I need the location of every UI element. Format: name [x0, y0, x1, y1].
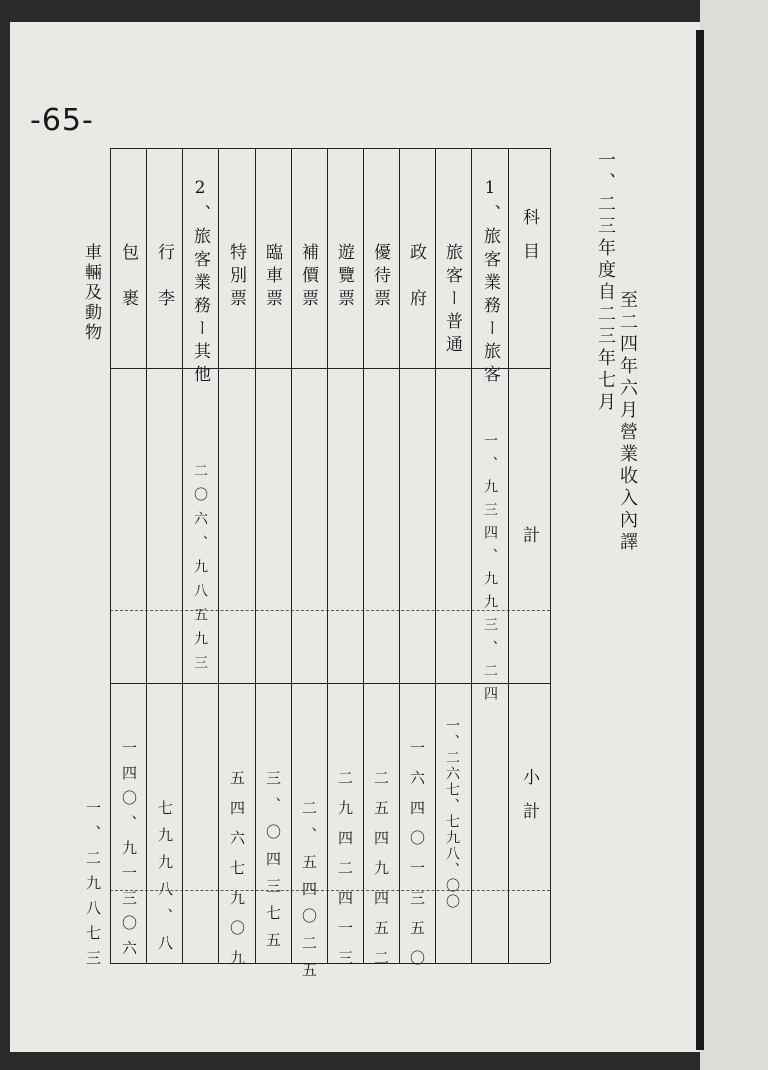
header-total: 計	[519, 526, 539, 543]
total-value: 二〇六、九八五九三	[192, 463, 208, 679]
col-rule	[471, 148, 472, 963]
subtotal-value: 一六四〇一三五〇	[408, 740, 426, 980]
subtotal-value: 二五四九四五二	[372, 770, 390, 980]
row-label: 車輛及動物	[81, 243, 101, 343]
header-item: 科 目	[519, 208, 539, 259]
row-label: 臨車票	[262, 243, 282, 312]
subtotal-rule	[110, 890, 550, 891]
revenue-table	[81, 148, 550, 989]
row-label: 優待票	[370, 243, 390, 312]
document-title-line-2: 至二四年六月營業收入內譯	[617, 290, 638, 554]
col-rule	[327, 148, 328, 963]
total-value: 一、九三四、九九三、二四	[482, 433, 498, 709]
row-label: 旅客ー普通	[442, 243, 462, 358]
subtotal-value: 一四〇、九一三〇六	[120, 740, 138, 965]
table-bottom-rule	[110, 963, 550, 964]
row-label: 1、旅客業務ー旅客	[480, 178, 500, 388]
col-rule	[399, 148, 400, 963]
subtotal-value: 二九四二四一三	[336, 770, 354, 980]
col-rule	[255, 148, 256, 963]
col-rule	[146, 148, 147, 963]
subtotal-value: 一、二六七、七九八、〇〇	[444, 718, 460, 910]
subtotal-value: 五四六七九〇九	[228, 770, 246, 980]
row-label: 政 府	[406, 243, 426, 312]
col-rule	[508, 148, 509, 963]
table-top-rule	[110, 148, 550, 149]
row-label: 包 裹	[118, 243, 138, 312]
page-number: -65-	[30, 103, 94, 138]
header-subtotal: 小 計	[519, 768, 539, 819]
binding-edge	[696, 30, 704, 1050]
page-margin	[700, 0, 768, 1070]
document-title: 一、二三年度自二三年七月	[595, 150, 616, 414]
col-rule	[435, 148, 436, 963]
subtotal-value: 二、五四〇二五	[300, 800, 318, 989]
row-label: 補價票	[298, 243, 318, 312]
col-rule	[363, 148, 364, 963]
col-rule	[550, 148, 551, 963]
subtotal-value: 七九九八、八	[156, 800, 174, 962]
row-label: 遊覽票	[334, 243, 354, 312]
subtotal-value: 一、二九八七三	[84, 800, 102, 975]
col-rule	[291, 148, 292, 963]
col-rule	[110, 148, 111, 963]
row-label: 2、旅客業務ー其他	[190, 178, 210, 388]
row-label: 行 李	[154, 243, 174, 312]
row-label: 特別票	[226, 243, 246, 312]
subtotal-value: 三、〇四三七五	[264, 770, 282, 959]
col-rule	[182, 148, 183, 963]
col-rule	[218, 148, 219, 963]
